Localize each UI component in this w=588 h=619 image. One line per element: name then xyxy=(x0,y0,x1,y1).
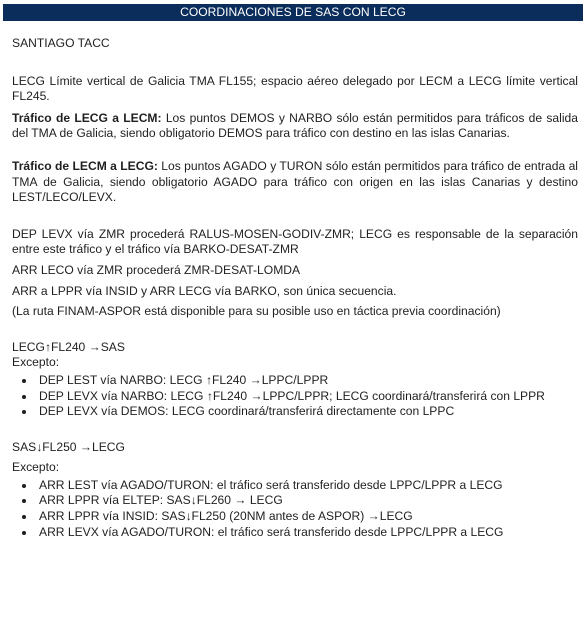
list-item: ARR LEST vía AGADO/TURON: el tráfico será transferido desde LPPC/LPPR a LECG xyxy=(39,478,578,494)
document-body xyxy=(12,36,578,540)
list-item: DEP LEVX vía DEMOS: LECG coordinará/transferirá directamente con LPPC xyxy=(39,404,578,420)
except-label-in: Excepto: xyxy=(12,460,60,475)
exceptions-in-list xyxy=(12,478,578,540)
lecg-to-lecm-paragraph xyxy=(12,111,578,142)
list-item: ARR LEVX vía AGADO/TURON: el tráfico será transferido desde LPPC/LPPR a LECG xyxy=(39,525,578,541)
lecg-to-lecm-text: Los puntos DEMOS y NARBO sólo están permitidos para tráficos de salida del TMA de Galicia, siendo obligatorio DEMOS para tráfico con destino en las islas Canarias. xyxy=(12,110,578,141)
list-item: DEP LEST vía NARBO: LECG ↑FL240 →LPPC/LPPR xyxy=(39,373,578,389)
procedure-arr-leco: ARR LECO vía ZMR procederá ZMR-DESAT-LOMDA xyxy=(12,262,301,277)
lecm-to-lecg-label: Tráfico de LECM a LECG: xyxy=(12,158,158,173)
list-item: DEP LEVX vía NARBO: LECG ↑FL240 →LPPC/LPPR; LECG coordinará/transferirá con LPPR xyxy=(39,389,578,405)
procedure-arr-lppr: ARR a LPPR vía INSID y ARR LECG vía BARKO, son única secuencia. xyxy=(12,283,397,298)
lecg-to-lecm-label: Tráfico de LECG a LECM: xyxy=(12,110,162,125)
exceptions-out-list xyxy=(12,373,578,420)
except-label-out: Excepto: xyxy=(12,355,60,370)
unit-name: SANTIAGO TACC xyxy=(12,36,110,50)
rule-in: SAS↓FL250 →LECG xyxy=(12,439,125,454)
lecm-to-lecg-text: Los puntos AGADO y TURON sólo están permitidos para tráfico de entrada al TMA de Galicia, siendo obligatorio AGADO para tráfico con origen en las islas Canarias y destino LEST/LECO/LEVX. xyxy=(12,158,578,205)
page-title: COORDINACIONES DE SAS CON LECG xyxy=(3,4,583,21)
list-item: ARR LPPR vía INSID: SAS↓FL250 (20NM antes de ASPOR) →LECG xyxy=(39,509,578,525)
list-item: ARR LPPR vía ELTEP: SAS↓FL260 → LECG xyxy=(39,493,578,509)
rule-out: LECG↑FL240 →SAS xyxy=(12,339,125,354)
procedure-dep-levx: DEP LEVX vía ZMR procederá RALUS-MOSEN-GODIV-ZMR; LECG es responsable de la separación entre este tráfico y el tráfico vía BARKO-DESAT-ZMR xyxy=(12,226,578,257)
lecm-to-lecg-paragraph xyxy=(12,159,578,206)
intro-paragraph: LECG Límite vertical de Galicia TMA FL155; espacio aéreo delegado por LECM a LECG límite vertical FL245. xyxy=(12,73,578,104)
procedure-finam-aspor: (La ruta FINAM-ASPOR está disponible para su posible uso en táctica previa coordinación) xyxy=(12,304,501,319)
